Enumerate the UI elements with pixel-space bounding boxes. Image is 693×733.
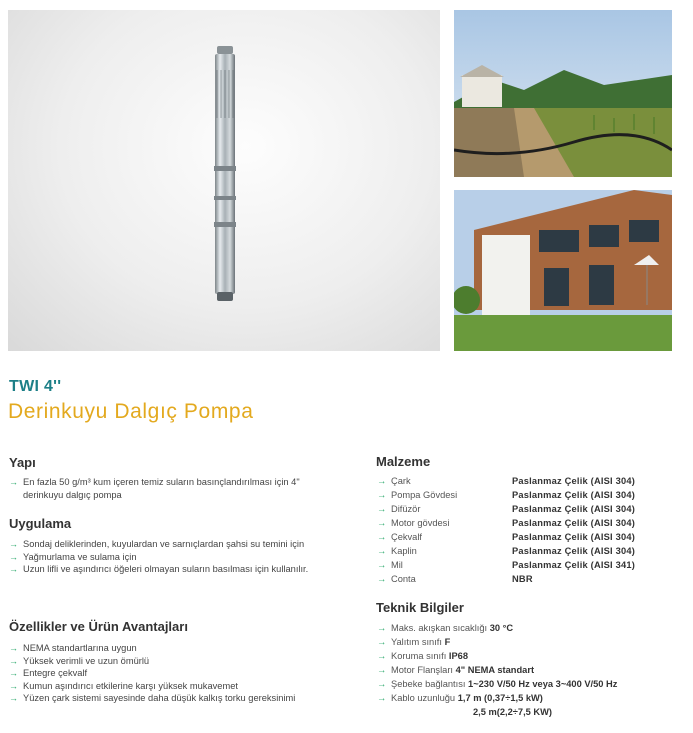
arrow-right-icon: → bbox=[377, 490, 387, 500]
list-item: → Motor Flanşları 4" NEMA standart bbox=[377, 665, 535, 675]
arrow-right-icon: → bbox=[9, 668, 18, 679]
table-row: → Conta NBR bbox=[377, 574, 533, 584]
arrow-right-icon: → bbox=[377, 532, 387, 542]
arrow-right-icon: → bbox=[9, 551, 18, 562]
arrow-right-icon: → bbox=[9, 643, 18, 653]
arrow-right-icon: → bbox=[377, 518, 387, 528]
malzeme-table bbox=[377, 474, 677, 586]
list-item: → Kablo uzunluğu 1,7 m (0,37÷1,5 kW) bbox=[377, 693, 543, 703]
yapi-list bbox=[9, 476, 327, 501]
arrow-right-icon: → bbox=[9, 655, 18, 666]
table-row: → Çekvalf Paslanmaz Çelik (AISI 304) bbox=[377, 532, 636, 542]
list-item: → Sondaj deliklerinden, kuyulardan ve sarnıçlardan şahsi su temini için bbox=[9, 539, 305, 549]
section-title-yapi: Yapı bbox=[9, 455, 36, 470]
arrow-right-icon: → bbox=[377, 693, 387, 703]
section-title-uygulama: Uygulama bbox=[9, 516, 72, 531]
product-title: Derinkuyu Dalgıç Pompa bbox=[8, 400, 254, 423]
arrow-right-icon: → bbox=[377, 637, 387, 647]
arrow-right-icon: → bbox=[9, 693, 18, 704]
list-item: → Kumun aşındırıcı etkilerine karşı yüksek mukavemet bbox=[9, 680, 238, 691]
list-item: → Şebeke bağlantısı 1~230 V/50 Hz veya 3~400 V/50 Hz bbox=[377, 679, 618, 689]
section-title-teknik: Teknik Bilgiler bbox=[376, 600, 464, 615]
list-item: → Koruma sınıfı IP68 bbox=[377, 651, 469, 661]
list-item: → Maks. akışkan sıcaklığı 30 °C bbox=[377, 623, 514, 633]
arrow-right-icon: → bbox=[377, 665, 387, 675]
section-title-malzeme: Malzeme bbox=[376, 454, 431, 469]
list-item: → Uzun lifli ve aşındırıcı öğeleri olmayan suların basılması için kullanılır. bbox=[9, 564, 309, 575]
list-item: → Yağmurlama ve sulama için bbox=[9, 551, 137, 562]
table-row: → Kaplin Paslanmaz Çelik (AISI 304) bbox=[377, 546, 636, 556]
teknik-list bbox=[377, 621, 687, 719]
arrow-right-icon: → bbox=[377, 623, 387, 633]
list-item: → Yalıtım sınıfı F bbox=[377, 637, 451, 647]
house-photo bbox=[454, 190, 672, 351]
arrow-right-icon: → bbox=[377, 476, 387, 486]
arrow-right-icon: → bbox=[9, 539, 18, 549]
irrigation-field-photo bbox=[454, 10, 672, 177]
model-title: TWI 4'' bbox=[9, 378, 62, 395]
arrow-right-icon: → bbox=[377, 560, 387, 570]
table-row: → Çark Paslanmaz Çelik (AISI 304) bbox=[377, 476, 636, 486]
table-row: → Difüzör Paslanmaz Çelik (AISI 304) bbox=[377, 504, 636, 514]
table-row: → Mil Paslanmaz Çelik (AISI 341) bbox=[377, 560, 636, 570]
list-item: → En fazla 50 g/m³ kum içeren temiz suların basınçlandırılması için 4" derinkuyu dalgıç pompa bbox=[9, 477, 300, 500]
ozellikler-list bbox=[9, 642, 309, 705]
arrow-right-icon: → bbox=[377, 546, 387, 556]
list-item: → Yüksek verimli ve uzun ömürlü bbox=[9, 655, 150, 666]
arrow-right-icon: → bbox=[9, 680, 18, 691]
list-item: → Yüzen çark sistemi sayesinde daha düşük kalkış torku gereksinimi bbox=[9, 693, 296, 704]
arrow-right-icon: → bbox=[377, 679, 387, 689]
list-item: → Entegre çekvalf bbox=[9, 668, 88, 679]
arrow-right-icon: → bbox=[377, 574, 387, 584]
arrow-right-icon: → bbox=[9, 477, 18, 487]
table-row: → Pompa Gövdesi Paslanmaz Çelik (AISI 304) bbox=[377, 490, 636, 500]
submersible-pump-image bbox=[214, 46, 236, 301]
list-item: → NEMA standartlarına uygun bbox=[9, 643, 137, 653]
section-title-ozellikler: Özellikler ve Ürün Avantajları bbox=[9, 619, 188, 634]
uygulama-list bbox=[9, 538, 319, 576]
list-item: 2,5 m(2,2÷7,5 KW) bbox=[473, 707, 552, 717]
arrow-right-icon: → bbox=[377, 504, 387, 514]
product-photo bbox=[8, 10, 440, 351]
table-row: → Motor gövdesi Paslanmaz Çelik (AISI 304) bbox=[377, 518, 636, 528]
arrow-right-icon: → bbox=[9, 564, 18, 575]
arrow-right-icon: → bbox=[377, 651, 387, 661]
